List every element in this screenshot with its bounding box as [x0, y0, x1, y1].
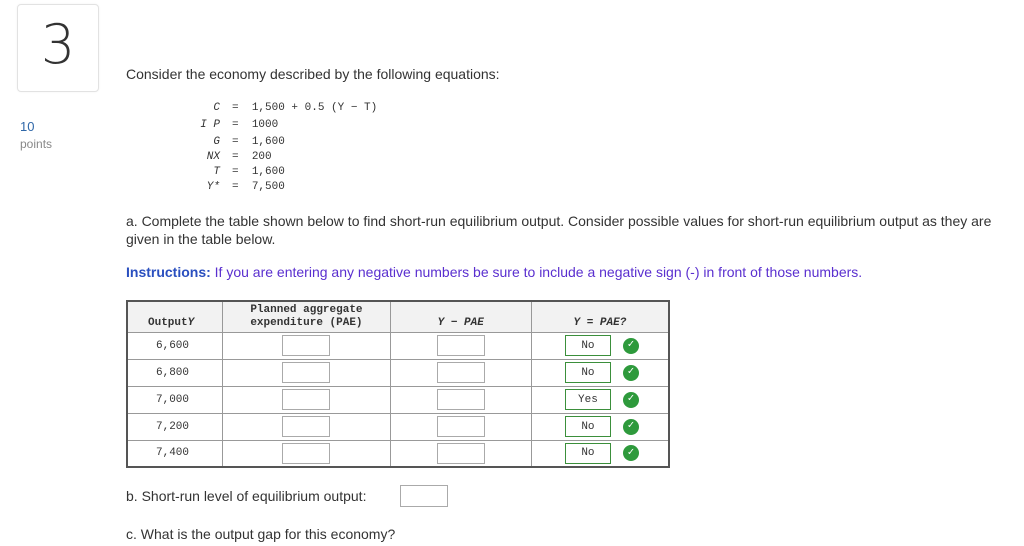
- diff-cell: [390, 359, 531, 386]
- checkmark-circle-icon: ✓: [623, 338, 639, 354]
- equation-rhs-pre: = 200: [232, 151, 272, 163]
- checkmark-circle-icon: ✓: [623, 365, 639, 381]
- equation-lhs: C: [213, 102, 220, 114]
- points-value: 10: [20, 119, 35, 134]
- output-cell: 7,400: [127, 440, 223, 467]
- equation-rhs: 1000: [251, 119, 279, 131]
- y-minus-pae-input[interactable]: [437, 335, 485, 356]
- output-cell: 6,600: [127, 332, 223, 359]
- header-pae-line1: Planned aggregate: [250, 303, 363, 316]
- header-pae-line2: expenditure (PAE): [250, 316, 363, 329]
- question-number-box: [17, 4, 99, 92]
- diff-cell: [390, 440, 531, 467]
- pae-cell: [223, 440, 390, 467]
- diff-cell: [390, 332, 531, 359]
- answer-cell: [531, 440, 669, 467]
- header-y-minus-pae: [390, 301, 531, 332]
- pae-input[interactable]: [282, 443, 330, 464]
- checkmark-circle-icon: ✓: [623, 445, 639, 461]
- pae-input[interactable]: [282, 416, 330, 437]
- table-header-row: [127, 301, 669, 332]
- table-row: [127, 359, 669, 386]
- y-minus-pae-input[interactable]: [437, 443, 485, 464]
- answer-cell: [531, 386, 669, 413]
- instructions-label: Instructions:: [126, 264, 211, 280]
- y-minus-pae-input[interactable]: [437, 362, 485, 383]
- answer-cell: [531, 413, 669, 440]
- table-row: [127, 440, 669, 467]
- equation-lhs: NX: [206, 151, 220, 163]
- equation-rhs: 200: [251, 151, 272, 163]
- equation-rhs-pre: = 7,500: [232, 181, 285, 193]
- answer-cell: [531, 359, 669, 386]
- answer-select[interactable]: No: [565, 443, 611, 464]
- part-b-text: b. Short-run level of equilibrium output:: [126, 488, 367, 504]
- pae-cell: [223, 413, 390, 440]
- question-number: 3: [40, 13, 76, 76]
- question-prompt: Consider the economy described by the following equations:: [126, 66, 500, 82]
- equation-rhs: 1,600: [251, 166, 285, 178]
- equation-rhs-pre: = 1,600: [232, 166, 285, 178]
- points-label: points: [20, 137, 53, 151]
- equation-rhs-pre: = 1000: [232, 119, 279, 131]
- checkmark-circle-icon: ✓: [623, 392, 639, 408]
- instructions-text: If you are entering any negative numbers be sure to include a negative sign (-) in front of those numbers.: [210, 264, 863, 280]
- answer-select[interactable]: Yes: [565, 389, 611, 410]
- output-cell: 6,800: [127, 359, 223, 386]
- answer-select[interactable]: No: [565, 335, 611, 356]
- pae-cell: [223, 386, 390, 413]
- equation-lhs: T: [213, 166, 220, 178]
- pae-cell: [223, 359, 390, 386]
- equation-lhs: Y*: [206, 181, 220, 193]
- equation-rhs: 1,500 + 0.5 (Y − T): [251, 102, 378, 114]
- header-output-var: Y: [187, 316, 195, 329]
- header-pae: [223, 301, 390, 332]
- equilibrium-table: [126, 300, 670, 468]
- answer-select[interactable]: No: [565, 362, 611, 383]
- header-y-equals-pae: [531, 301, 669, 332]
- header-diff-label: Y − PAE: [437, 316, 484, 329]
- output-cell: 7,200: [127, 413, 223, 440]
- equation-rhs: 1,600: [251, 136, 285, 148]
- pae-input[interactable]: [282, 389, 330, 410]
- equation-rhs: 7,500: [251, 181, 285, 193]
- header-output: [127, 301, 223, 332]
- part-a-text: a. Complete the table shown below to find short-run equilibrium output. Consider possible values for short-run equilibrium output as they are given in the table below.: [126, 213, 992, 247]
- y-minus-pae-input[interactable]: [437, 389, 485, 410]
- answer-select[interactable]: No: [565, 416, 611, 437]
- equation-lhs: I P: [200, 119, 220, 131]
- answer-cell: [531, 332, 669, 359]
- pae-input[interactable]: [282, 335, 330, 356]
- table-row: [127, 386, 669, 413]
- equilibrium-output-input[interactable]: [400, 485, 448, 507]
- y-minus-pae-input[interactable]: [437, 416, 485, 437]
- pae-cell: [223, 332, 390, 359]
- header-output-label: Output: [148, 316, 188, 329]
- diff-cell: [390, 386, 531, 413]
- part-c-text: c. What is the output gap for this economy?: [126, 526, 396, 542]
- table-row: [127, 413, 669, 440]
- header-equal-label: Y = PAE?: [573, 316, 627, 329]
- instructions: [126, 264, 862, 280]
- equation-rhs-pre: = 1,500 + 0.5 (Y − T): [232, 102, 378, 114]
- pae-input[interactable]: [282, 362, 330, 383]
- equation-lhs: G: [213, 136, 220, 148]
- table-row: [127, 332, 669, 359]
- equation-rhs-pre: = 1,600: [232, 136, 285, 148]
- output-cell: 7,000: [127, 386, 223, 413]
- checkmark-circle-icon: ✓: [623, 419, 639, 435]
- diff-cell: [390, 413, 531, 440]
